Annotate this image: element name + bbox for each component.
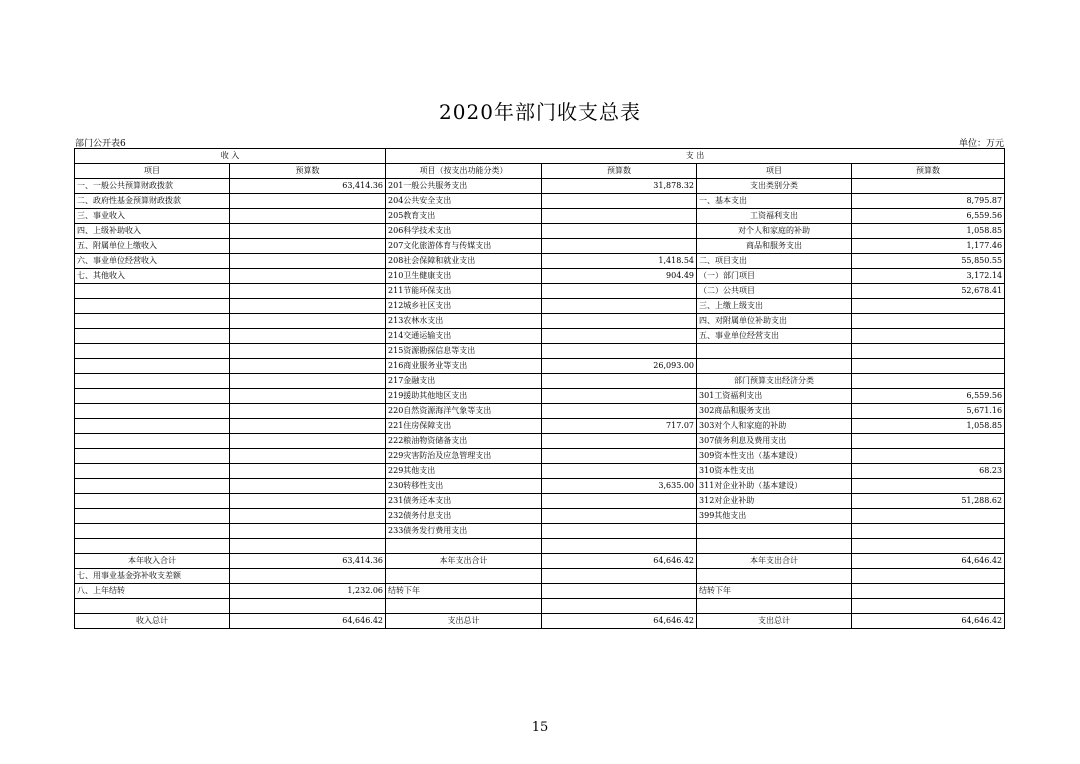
table-cell: 64,646.42: [852, 554, 1005, 569]
table-cell: [230, 599, 386, 614]
table-cell: [230, 239, 386, 254]
table-cell: 63,414.36: [230, 554, 386, 569]
table-cell: [542, 434, 697, 449]
table-cell: [230, 359, 386, 374]
table-cell: 52,678.41: [852, 284, 1005, 299]
table-row: [75, 284, 1005, 299]
table-cell: 支出类别分类: [697, 179, 852, 194]
table-cell: 204公共安全支出: [386, 194, 542, 209]
table-cell: [852, 539, 1005, 554]
table-cell: [542, 449, 697, 464]
table-cell: 51,288.62: [852, 494, 1005, 509]
table-cell: 229灾害防治及应急管理支出: [386, 449, 542, 464]
table-cell: [852, 479, 1005, 494]
table-row: [75, 179, 1005, 194]
table-cell: [542, 524, 697, 539]
table-cell: [852, 329, 1005, 344]
table-cell: [386, 599, 542, 614]
table-cell: [230, 389, 386, 404]
header-row-sections: [75, 149, 1005, 164]
table-row: [75, 254, 1005, 269]
table-cell: 904.49: [542, 269, 697, 284]
table-cell: [230, 374, 386, 389]
table-cell: [542, 599, 697, 614]
table-cell: [542, 329, 697, 344]
table-cell: [75, 404, 230, 419]
table-row: [75, 359, 1005, 374]
table-cell: [75, 359, 230, 374]
table-cell: 230转移性支出: [386, 479, 542, 494]
table-cell: 1,177.46: [852, 239, 1005, 254]
table-row: [75, 464, 1005, 479]
table-cell: 309资本性支出（基本建设）: [697, 449, 852, 464]
table-cell: [230, 314, 386, 329]
table-row: [75, 314, 1005, 329]
table-cell: [75, 434, 230, 449]
table-cell: 二、项目支出: [697, 254, 852, 269]
table-cell: 212城乡社区支出: [386, 299, 542, 314]
table-row: [75, 539, 1005, 554]
table-cell: [542, 569, 697, 584]
table-cell: [542, 374, 697, 389]
table-cell: 支出总计: [697, 614, 852, 629]
table-cell: 商品和服务支出: [697, 239, 852, 254]
table-cell: [75, 344, 230, 359]
table-cell: [542, 404, 697, 419]
table-cell: 64,646.42: [230, 614, 386, 629]
table-cell: [230, 329, 386, 344]
table-cell: 工资福利支出: [697, 209, 852, 224]
table-cell: 一、基本支出: [697, 194, 852, 209]
table-cell: 201一般公共服务支出: [386, 179, 542, 194]
table-cell: [230, 539, 386, 554]
table-cell: 302商品和服务支出: [697, 404, 852, 419]
table-cell: 211节能环保支出: [386, 284, 542, 299]
table-cell: [75, 299, 230, 314]
table-cell: [697, 344, 852, 359]
summary-row: [75, 599, 1005, 614]
table-cell: [542, 509, 697, 524]
table-cell: 四、上级补助收入: [75, 224, 230, 239]
table-cell: 五、事业单位经营支出: [697, 329, 852, 344]
table-cell: 1,058.85: [852, 224, 1005, 239]
table-cell: 四、对附属单位补助支出: [697, 314, 852, 329]
table-cell: [75, 449, 230, 464]
table-cell: [75, 419, 230, 434]
table-cell: 对个人和家庭的补助: [697, 224, 852, 239]
col-income-budget: 预算数: [230, 164, 386, 179]
table-cell: 本年支出合计: [386, 554, 542, 569]
table-cell: 6,559.56: [852, 209, 1005, 224]
col-class-item: 项目: [697, 164, 852, 179]
table-row: [75, 374, 1005, 389]
table-cell: [230, 269, 386, 284]
table-row: [75, 209, 1005, 224]
col-class-budget: 预算数: [852, 164, 1005, 179]
table-cell: [386, 569, 542, 584]
table-cell: [697, 524, 852, 539]
table-cell: 3,172.14: [852, 269, 1005, 284]
table-cell: [230, 419, 386, 434]
table-row: [75, 419, 1005, 434]
budget-table: [74, 148, 1005, 629]
table-row: [75, 494, 1005, 509]
table-cell: 1,232.06: [230, 584, 386, 599]
page-title: 2020年部门收支总表: [439, 100, 641, 124]
table-cell: [75, 329, 230, 344]
table-cell: [852, 344, 1005, 359]
table-cell: 206科学技术支出: [386, 224, 542, 239]
table-row: [75, 449, 1005, 464]
table-cell: 收入总计: [75, 614, 230, 629]
table-cell: [230, 569, 386, 584]
table-row: [75, 524, 1005, 539]
table-cell: [852, 584, 1005, 599]
table-cell: 307债务利息及费用支出: [697, 434, 852, 449]
table-row: [75, 389, 1005, 404]
table-cell: 231债务还本支出: [386, 494, 542, 509]
table-cell: [230, 464, 386, 479]
table-cell: [542, 194, 697, 209]
table-cell: 26,093.00: [542, 359, 697, 374]
table-cell: 64,646.42: [852, 614, 1005, 629]
table-cell: [75, 314, 230, 329]
table-cell: 5,671.16: [852, 404, 1005, 419]
table-cell: 结转下年: [697, 584, 852, 599]
table-cell: [75, 479, 230, 494]
table-id: 部门公开表6: [75, 139, 126, 149]
table-row: [75, 224, 1005, 239]
table-cell: [230, 299, 386, 314]
table-cell: 1,418.54: [542, 254, 697, 269]
table-cell: [542, 494, 697, 509]
table-cell: （二）公共项目: [697, 284, 852, 299]
table-cell: [542, 389, 697, 404]
unit-label: 单位：万元: [958, 139, 1004, 149]
table-cell: [386, 539, 542, 554]
table-cell: 217金融支出: [386, 374, 542, 389]
table-cell: [75, 539, 230, 554]
table-cell: [230, 224, 386, 239]
table-row: [75, 479, 1005, 494]
table-cell: （一）部门项目: [697, 269, 852, 284]
table-cell: [852, 434, 1005, 449]
table-cell: [230, 209, 386, 224]
table-cell: 233债务发行费用支出: [386, 524, 542, 539]
table-cell: 五、附属单位上缴收入: [75, 239, 230, 254]
table-cell: [75, 464, 230, 479]
table-cell: 214交通运输支出: [386, 329, 542, 344]
table-cell: [75, 389, 230, 404]
table-cell: 一、一般公共预算财政拨款: [75, 179, 230, 194]
table-cell: [230, 494, 386, 509]
table-cell: [230, 404, 386, 419]
table-cell: [852, 374, 1005, 389]
table-cell: 219援助其他地区支出: [386, 389, 542, 404]
table-cell: 222粮油物资储备支出: [386, 434, 542, 449]
table-cell: [230, 524, 386, 539]
table-cell: 三、事业收入: [75, 209, 230, 224]
table-cell: 207文化旅游体育与传媒支出: [386, 239, 542, 254]
table-row: [75, 509, 1005, 524]
table-cell: [230, 254, 386, 269]
table-cell: 215资源勘探信息等支出: [386, 344, 542, 359]
table-cell: [697, 359, 852, 374]
table-cell: 结转下年: [386, 584, 542, 599]
table-row: [75, 239, 1005, 254]
table-cell: 220自然资源海洋气象等支出: [386, 404, 542, 419]
table-cell: [230, 449, 386, 464]
table-cell: 64,646.42: [542, 554, 697, 569]
table-cell: 301工资福利支出: [697, 389, 852, 404]
table-cell: [542, 209, 697, 224]
income-header: 收 入: [75, 149, 386, 164]
table-cell: [852, 599, 1005, 614]
summary-row: [75, 584, 1005, 599]
table-cell: 717.07: [542, 419, 697, 434]
table-cell: [542, 224, 697, 239]
table-row: [75, 434, 1005, 449]
summary-row: [75, 569, 1005, 584]
col-func-budget: 预算数: [542, 164, 697, 179]
table-cell: [852, 569, 1005, 584]
table-cell: 310资本性支出: [697, 464, 852, 479]
table-cell: 64,646.42: [542, 614, 697, 629]
table-cell: [230, 194, 386, 209]
table-cell: [230, 434, 386, 449]
table-cell: [542, 314, 697, 329]
col-income-item: 项目: [75, 164, 230, 179]
table-cell: [230, 284, 386, 299]
table-cell: [542, 584, 697, 599]
table-cell: 3,635.00: [542, 479, 697, 494]
table-cell: [852, 299, 1005, 314]
table-cell: [852, 449, 1005, 464]
table-cell: 本年收入合计: [75, 554, 230, 569]
table-cell: 68.23: [852, 464, 1005, 479]
table-row: [75, 194, 1005, 209]
table-cell: 312对企业补助: [697, 494, 852, 509]
table-row: [75, 329, 1005, 344]
table-cell: 31,878.32: [542, 179, 697, 194]
table-cell: [852, 524, 1005, 539]
table-cell: [542, 239, 697, 254]
table-cell: [852, 314, 1005, 329]
table-cell: [542, 284, 697, 299]
table-cell: 210卫生健康支出: [386, 269, 542, 284]
table-cell: [230, 344, 386, 359]
table-cell: [697, 599, 852, 614]
table-cell: 二、政府性基金预算财政拨款: [75, 194, 230, 209]
table-cell: [230, 479, 386, 494]
table-cell: 221住房保障支出: [386, 419, 542, 434]
table-cell: 303对个人和家庭的补助: [697, 419, 852, 434]
table-cell: [852, 179, 1005, 194]
table-cell: [75, 284, 230, 299]
table-cell: [542, 299, 697, 314]
col-func-item: 项目（按支出功能分类）: [386, 164, 542, 179]
table-cell: 311对企业补助（基本建设）: [697, 479, 852, 494]
table-cell: 63,414.36: [230, 179, 386, 194]
table-cell: [75, 524, 230, 539]
table-row: [75, 299, 1005, 314]
table-cell: 399其他支出: [697, 509, 852, 524]
summary-row: [75, 554, 1005, 569]
table-cell: [852, 509, 1005, 524]
table-cell: 1,058.85: [852, 419, 1005, 434]
table-cell: 七、其他收入: [75, 269, 230, 284]
table-cell: 六、事业单位经营收入: [75, 254, 230, 269]
table-cell: 三、上缴上级支出: [697, 299, 852, 314]
table-cell: [75, 494, 230, 509]
table-row: [75, 269, 1005, 284]
table-cell: 229其他支出: [386, 464, 542, 479]
table-cell: 部门预算支出经济分类: [697, 374, 852, 389]
table-cell: [230, 509, 386, 524]
table-cell: [75, 599, 230, 614]
table-cell: 213农林水支出: [386, 314, 542, 329]
table-cell: 七、用事业基金弥补收支差额: [75, 569, 230, 584]
header-row-columns: [75, 164, 1005, 179]
table-cell: 55,850.55: [852, 254, 1005, 269]
summary-row: [75, 614, 1005, 629]
table-cell: 216商业服务业等支出: [386, 359, 542, 374]
table-cell: 支出总计: [386, 614, 542, 629]
table-cell: 本年支出合计: [697, 554, 852, 569]
table-cell: [852, 359, 1005, 374]
table-cell: [697, 539, 852, 554]
table-cell: 205教育支出: [386, 209, 542, 224]
table-cell: [542, 464, 697, 479]
expense-header: 支 出: [386, 149, 1005, 164]
table-cell: [75, 509, 230, 524]
table-row: [75, 404, 1005, 419]
table-cell: 208社会保障和就业支出: [386, 254, 542, 269]
table-cell: [542, 344, 697, 359]
table-cell: [697, 569, 852, 584]
table-row: [75, 344, 1005, 359]
table-cell: 232债务付息支出: [386, 509, 542, 524]
table-cell: 8,795.87: [852, 194, 1005, 209]
table-cell: 6,559.56: [852, 389, 1005, 404]
table-cell: 八、上年结转: [75, 584, 230, 599]
page-number: 15: [531, 720, 549, 735]
table-cell: [542, 539, 697, 554]
table-cell: [75, 374, 230, 389]
